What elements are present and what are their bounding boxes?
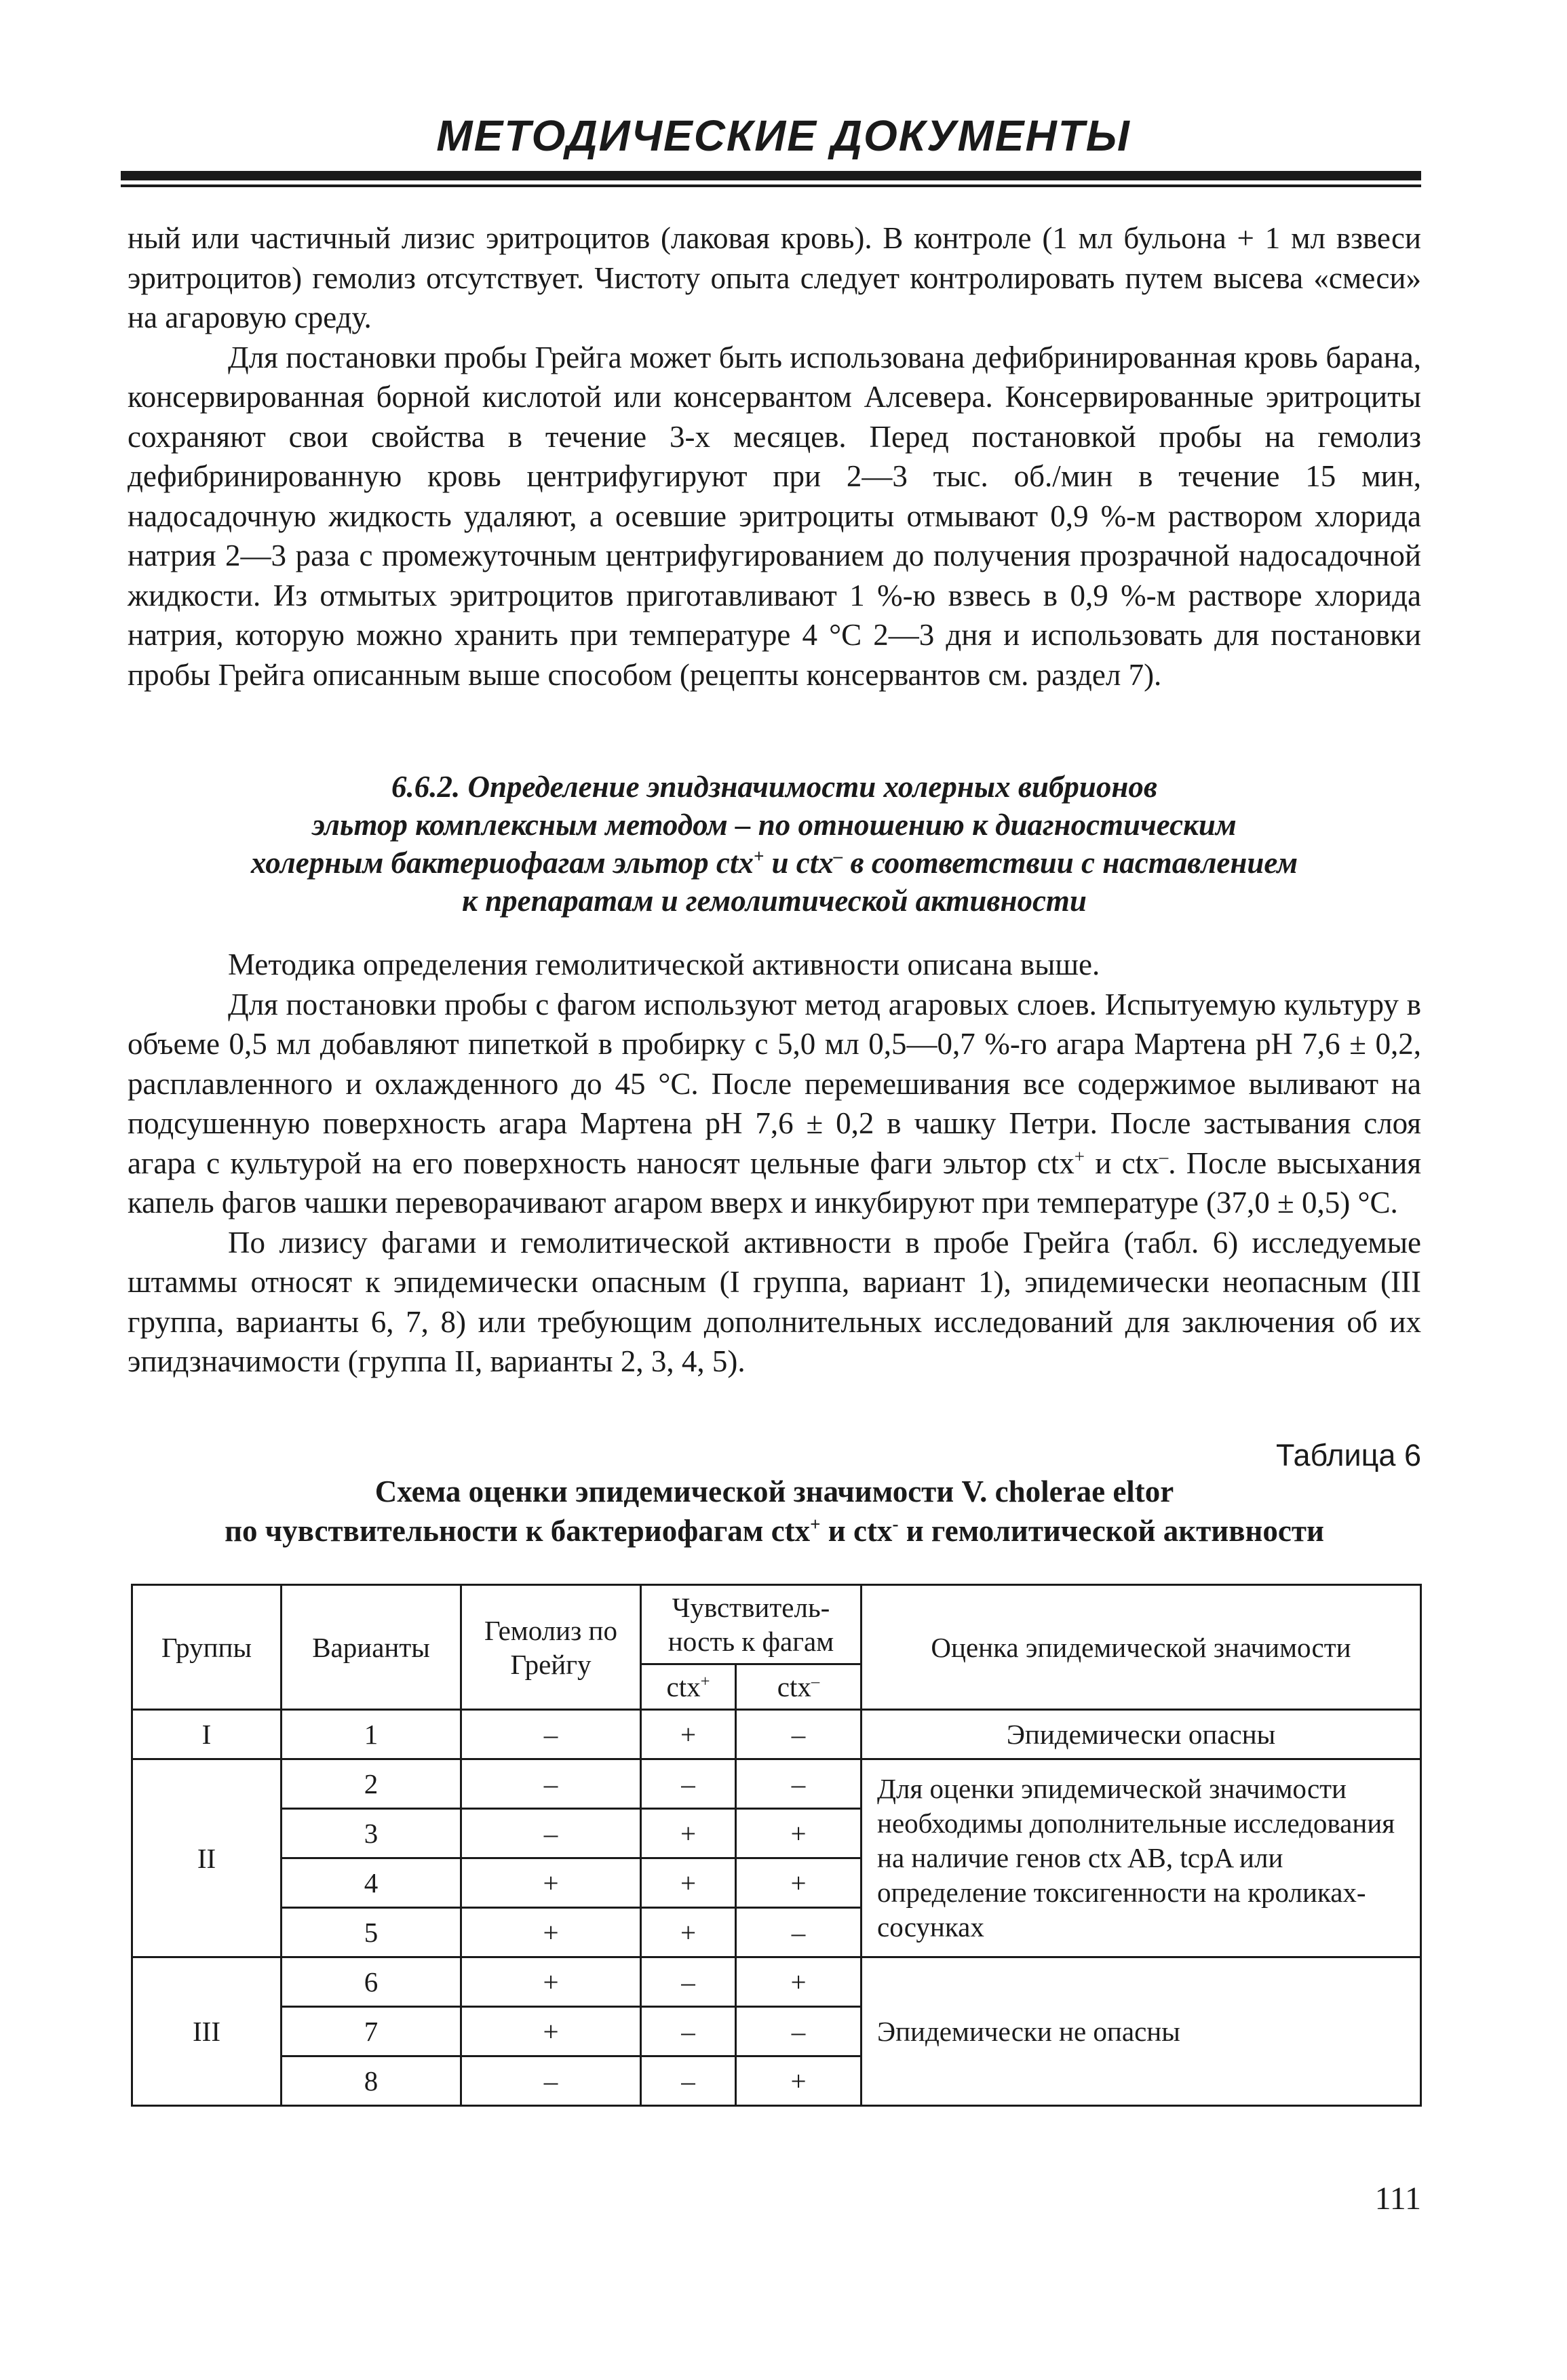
cell-ctx-plus: – <box>641 2007 736 2056</box>
cell-hemolysis: – <box>461 1710 641 1759</box>
epidemic-significance-table <box>131 1584 1422 2107</box>
cell-variant: 6 <box>282 1957 461 2007</box>
page-number: 111 <box>1374 2181 1421 2217</box>
cell-assessment: Эпидемически опасны <box>862 1710 1421 1759</box>
table-row <box>132 1957 1421 2007</box>
cell-hemolysis: – <box>461 2056 641 2106</box>
header-ctx-plus: ctx+ <box>641 1664 736 1710</box>
section-heading-6-6-2 <box>128 768 1421 920</box>
cell-ctx-minus: – <box>736 2007 862 2056</box>
paragraph-phage-method: Для постановки пробы с фагом используют метод агаровых слоев. Испытуемую культуру в объеме 0,5 мл добавляют пипеткой в пробирку с 5,0 мл 0,5—0,7 %-го агара Мартена рН 7,6 ± 0,2, расплавленного и охлажденного до 45 °С. После перемешивания все содержимое выливают на подсушенную поверхность агара Мартена рН 7,6 ± 0,2 в чашку Петри. После застывания слоя агара с культурой на его поверхность наносят цельные фаги эльтор ctx+ и ctx–. После высыхания капель фагов чашки переворачивают агаром вверх и инкубируют при температуре (37,0 ± 0,5) °С. <box>128 987 1422 1220</box>
cell-ctx-minus: + <box>736 2056 862 2106</box>
paragraph-method-ref: Методика определения гемолитической активности описана выше. <box>228 948 1100 981</box>
cell-assessment: Для оценки эпидемической значимости необходимы дополнительные исследования на наличие генов ctx AB, tcpA или определение токсигенности на кроликах-сосунках <box>862 1759 1421 1957</box>
table-title <box>128 1472 1421 1550</box>
paragraph-greig-blood: Для постановки пробы Грейга может быть использована дефибринированная кровь барана, консервированная борной кислотой или консервантом Алсевера. Консервированные эритроциты сохраняют свои свойства в течение 3-х месяцев. Перед постановкой пробы на гемолиз дефибринированную кровь центрифугируют при 2—3 тыс. об./мин в течение 15 мин, надосадочную жидкость удаляют, а осевшие эритроциты отмывают 0,9 %-м раствором хлорида натрия 2—3 раза с промежуточным центрифугированием до получения прозрачной надосадочной жидкости. Из отмытых эритроцитов приготавливают 1 %-ю взвесь в 0,9 %-м растворе хлорида натрия, которую можно хранить при температуре 4 °С 2—3 дня и использовать для постановки пробы Грейга описанным выше способом (рецепты консервантов см. раздел 7). <box>128 340 1421 692</box>
header-hemolysis: Гемолиз по Грейгу <box>461 1585 641 1710</box>
cell-ctx-minus: – <box>736 1908 862 1957</box>
cell-hemolysis: – <box>461 1759 641 1809</box>
paragraph-classification: По лизису фагами и гемолитической активности в пробе Грейга (табл. 6) исследуемые штаммы относят к эпидемически опасным (I группа, вариант 1), эпидемически неопасным (III группа, варианты 6, 7, 8) или требующим дополнительных исследований для заключения об их эпидзначимости (группа II, варианты 2, 3, 4, 5). <box>128 1225 1421 1378</box>
cell-hemolysis: + <box>461 2007 641 2056</box>
cell-variant: 7 <box>282 2007 461 2056</box>
cell-group: III <box>132 1957 282 2106</box>
cell-ctx-plus: + <box>641 1809 736 1858</box>
section-heading-line: эльтор комплексным методом – по отношению к диагностическим <box>312 808 1237 842</box>
section-heading-line: 6.6.2. Определение эпидзначимости холерных вибрионов <box>391 770 1158 804</box>
table-title-line: Схема оценки эпидемической значимости V. cholerae eltor <box>374 1475 1174 1508</box>
body-text-section <box>128 945 1421 1382</box>
cell-hemolysis: + <box>461 1957 641 2007</box>
section-heading-line: к препаратам и гемолитической активности <box>462 884 1087 918</box>
cell-ctx-minus: – <box>736 1759 862 1809</box>
cell-ctx-plus: + <box>641 1908 736 1957</box>
cell-ctx-minus: + <box>736 1957 862 2007</box>
cell-hemolysis: – <box>461 1809 641 1858</box>
header-variants: Варианты <box>282 1585 461 1710</box>
cell-variant: 5 <box>282 1908 461 1957</box>
section-heading-line: холерным бактериофагам эльтор ctx+ и ctx– в соответствии с наставлением <box>250 846 1298 880</box>
cell-hemolysis: + <box>461 1908 641 1957</box>
cell-variant: 2 <box>282 1759 461 1809</box>
cell-variant: 4 <box>282 1858 461 1908</box>
table-row <box>132 1710 1421 1759</box>
header-ctx-minus: ctx– <box>736 1664 862 1710</box>
table-row <box>132 1759 1421 1809</box>
cell-ctx-plus: + <box>641 1710 736 1759</box>
cell-hemolysis: + <box>461 1858 641 1908</box>
running-head-title: МЕТОДИЧЕСКИЕ ДОКУМЕНТЫ <box>436 111 1131 160</box>
header-assessment: Оценка эпидемической значимости <box>862 1585 1421 1710</box>
table-title-line: по чувствительности к бактериофагам ctx+ и ctx- и гемолитической активности <box>225 1514 1324 1548</box>
cell-variant: 3 <box>282 1809 461 1858</box>
cell-ctx-plus: – <box>641 2056 736 2106</box>
table-header-row <box>132 1585 1421 1664</box>
body-text-top <box>128 218 1421 695</box>
cell-assessment: Эпидемически не опасны <box>862 1957 1421 2106</box>
cell-ctx-plus: – <box>641 1759 736 1809</box>
header-phage-sensitivity: Чувствитель-ность к фагам <box>641 1585 862 1664</box>
cell-ctx-plus: + <box>641 1858 736 1908</box>
cell-group: I <box>132 1710 282 1759</box>
header-rule-thin <box>121 184 1421 187</box>
cell-variant: 1 <box>282 1710 461 1759</box>
header-rule-thick <box>121 171 1421 180</box>
paragraph-continuation: ный или частичный лизис эритроцитов (лаковая кровь). В контроле (1 мл бульона + 1 мл взвеси эритроцитов) гемолиз отсутствует. Чистоту опыта следует контролировать путем высева «смеси» на агаровую среду. <box>128 221 1421 334</box>
cell-ctx-plus: – <box>641 1957 736 2007</box>
header-groups: Группы <box>132 1585 282 1710</box>
cell-group: II <box>132 1759 282 1957</box>
cell-ctx-minus: – <box>736 1710 862 1759</box>
cell-variant: 8 <box>282 2056 461 2106</box>
cell-ctx-minus: + <box>736 1809 862 1858</box>
cell-ctx-minus: + <box>736 1858 862 1908</box>
table-label: Таблица 6 <box>1276 1438 1421 1472</box>
